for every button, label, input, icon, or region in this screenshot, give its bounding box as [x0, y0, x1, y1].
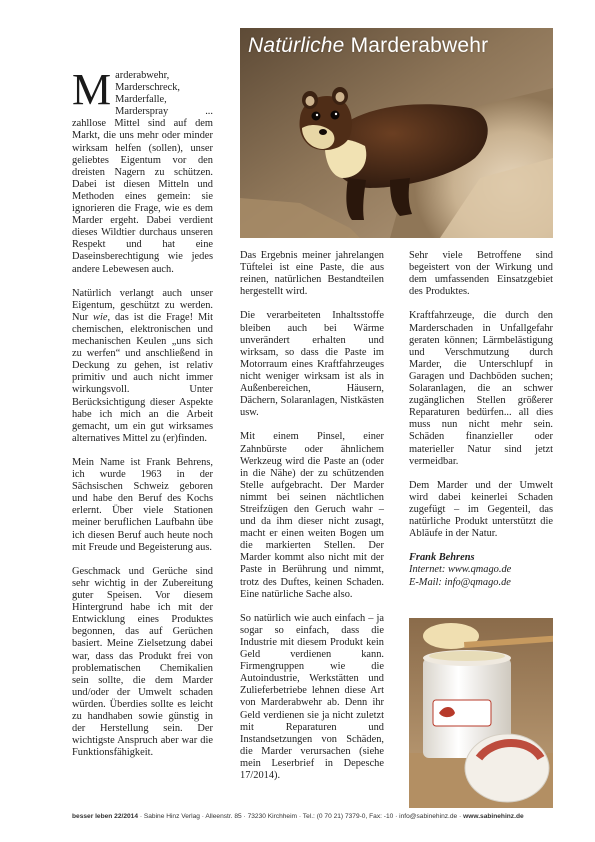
publisher-website: www.sabinehinz.de: [463, 813, 524, 820]
paragraph: Mit einem Pinsel, einer Zahnbürste oder ähnlichem Werkzeug wird die Paste an (oder in die Nähe) der zu schützenden Stelle aufgebracht. Der Marder nimmt bei seinen nächtlichen Streifzügen den Geruch wahr – und da ihm dieser nicht zusagt, macht er einen weiten Bogen um die markierten Stellen. Der Marder kommt also nicht mit der Paste in Berührung und nimmt, trotz des Duftes, keinen Schaden. Eine natürliche Sache also.: [240, 431, 384, 600]
title-italic: Natürliche: [248, 34, 345, 57]
page-footer: [72, 813, 553, 820]
paragraph-text: Natürlich verlangt auch unser Eigentum, geschützt zu werden. Nur: [72, 287, 213, 323]
article-column-2: [240, 250, 384, 794]
paragraph: Kraftfahrzeuge, die durch den Marderschaden in Unfallgefahr geraten können; Lärmbelästigung und Verschmutzung durch Marder, die Unterschlupf in Garagen und Dachböden suchen; Solaranlagen, die an schwer zugänglichen Stellen größerer Reparaturen bedürfen... all dies muss nun nicht mehr sein. Schäden finanzieller oder materieller Natur sind jetzt vermeidbar.: [409, 310, 553, 467]
author-website: Internet: www.qmago.de: [409, 564, 512, 576]
paragraph: Die verarbeiteten Inhaltsstoffe bleiben auch bei Wärme unverändert erhalten und wirksam, so dass die Paste im Motorraum eines Kraftfahrzeuges nicht weniger wirksam ist als in Außenbereichen, Häusern, Dächern, Solaranlagen, Nistkästen usw.: [240, 310, 384, 419]
paragraph: Dem Marder und der Umwelt wird dabei keinerlei Schaden zugefügt – im Gegenteil, das natürliche Produkt unterstützt die Abläufe in der Natur.: [409, 479, 553, 540]
paragraph: [72, 288, 213, 445]
paragraph-text: , das ist die Frage! Mit chemischen, elektronischen und mechanischen Keulen „uns sich zu werfen“ und anschließend in Deckung zu gehen, ist relativ primitiv und auch nicht immer wirkungsvoll. Unter Berücksichtigung dieser Aspekte habe ich mich an die Arbeit gemacht, um ein gut wirksames alternatives Mittel zu (er)finden.: [72, 311, 213, 444]
intro-paragraph: [72, 65, 213, 276]
product-photo: [409, 618, 553, 808]
article-title: [248, 34, 488, 58]
intro-text: arderabwehr, Marderschreck, Marderfalle, Marderspray ... zahllose Mittel sind auf dem Markt, die uns mehr oder minder wirksam helfen (sollen), unser geliebtes Eigentum vor den dreisten Nagern zu schützen. Dabei ist diesen Mitteln und Methoden eines gemein: sie ignorieren die Frage, wie es dem Marder ergeht. Dabei verdient dieses Wildtier durchaus unseren Respekt und hat eine Daseinsberechtigung wie jedes andere Lebewesen auch.: [72, 70, 213, 275]
drop-cap: M: [72, 65, 112, 114]
article-column-3: [409, 250, 553, 589]
publisher-info: · Sabine Hinz Verlag · Alleenstr. 85 · 73230 Kirchheim · Tel.: (0 70 21) 7379-0, Fax: -10 · info@sabinehinz.de ·: [137, 813, 464, 820]
emphasis-text: wie: [93, 311, 108, 323]
marten-photo: [240, 28, 553, 238]
paragraph: Das Ergebnis meiner jahrelangen Tüftelei ist eine Paste, die aus reinen, natürlichen Bestandteilen hergestellt wird.: [240, 250, 384, 298]
issue-label: besser leben 22/2014: [72, 813, 138, 820]
paragraph: Geschmack und Gerüche sind sehr wichtig in der Zubereitung guter Speisen. Vor diesem Hintergrund habe ich mit der Entwicklung eines Produktes begonnen, das auf Gerüchen basiert. Meine Zielsetzung dabei war, dass das Produkt frei von problematischen Chemikalien sein sollte, die dem Marder und/oder der Umwelt schaden würden. Überdies sollte es leicht zu handhaben sowie günstig in der Herstellung sein. Der wichtigste Anspruch aber war die Funktionsfähigkeit.: [72, 565, 213, 759]
paragraph: Mein Name ist Frank Behrens, ich wurde 1963 in der Sächsischen Schweiz geboren und habe den Beruf des Kochs erlernt. Über viele Stationen meiner beruflichen Laufbahn übe ich diesen Beruf auch heute noch mit Freude und Begeisterung aus.: [72, 457, 213, 553]
author-name: Frank Behrens: [409, 552, 475, 564]
product-jar-image: [409, 618, 553, 808]
title-text: Marderabwehr: [344, 34, 489, 57]
article-column-1: [72, 65, 213, 771]
author-email: E-Mail: info@qmago.de: [409, 576, 511, 588]
author-signature: [409, 552, 553, 588]
paragraph: Sehr viele Betroffene sind begeistert von der Wirkung und dem umfassenden Einsatzgebiet des Produktes.: [409, 250, 553, 298]
hero-image: [240, 28, 553, 238]
paragraph: So natürlich wie auch einfach – ja sogar so einfach, dass die Industrie mit diesem Produkt kein Geld verdienen kann. Firmengruppen wie die Autoindustrie, Werkstätten und Zulieferbetriebe lehnen diese Art von Marderabwehr ab. Denn ihr Geld verdienen sie ja nicht zuletzt mit Reparaturen und Instandsetzungen von Schäden, die Marder verursachen (siehe mein Leserbrief in Depesche 17/2014).: [240, 612, 384, 782]
